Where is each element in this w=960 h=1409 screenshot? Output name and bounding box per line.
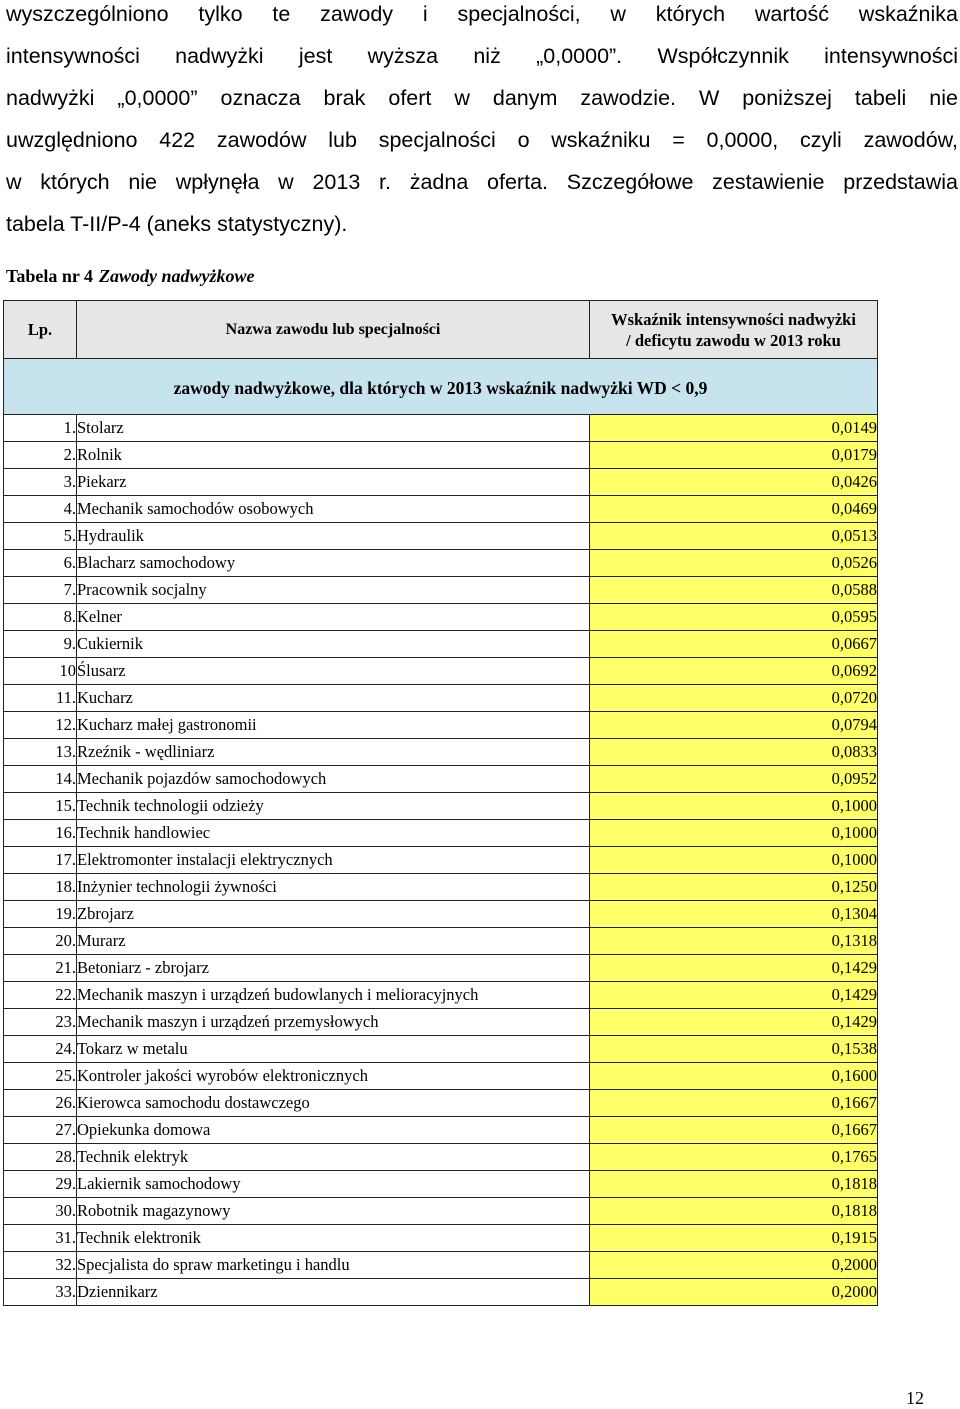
occupation-name: Rolnik [77,442,590,469]
index-value: 0,0595 [590,604,878,631]
table-row [4,496,878,523]
intro-line: w których nie wpłynęła w 2013 r. żadna oferta. Szczegółowe zestawienie przedstawia [6,170,958,194]
table-row [4,577,878,604]
row-number: 26. [4,1090,77,1117]
row-number: 30. [4,1198,77,1225]
occupation-name: Kierowca samochodu dostawczego [77,1090,590,1117]
table-row [4,1090,878,1117]
table-row [4,1009,878,1036]
row-number: 8. [4,604,77,631]
occupation-name: Technik handlowiec [77,820,590,847]
group-title: zawody nadwyżkowe, dla których w 2013 wskaźnik nadwyżki WD < 0,9 [4,359,878,415]
occupation-name: Pracownik socjalny [77,577,590,604]
occupation-name: Ślusarz [77,658,590,685]
row-number: 11. [4,685,77,712]
row-number: 6. [4,550,77,577]
occupation-name: Dziennikarz [77,1279,590,1306]
occupation-name: Kelner [77,604,590,631]
row-number: 15. [4,793,77,820]
table-row [4,874,878,901]
row-number: 32. [4,1252,77,1279]
group-row [4,359,878,415]
index-value: 0,1429 [590,1009,878,1036]
intro-paragraph [6,0,958,252]
occupation-name: Betoniarz - zbrojarz [77,955,590,982]
table-row [4,1063,878,1090]
row-number: 19. [4,901,77,928]
occupation-name: Stolarz [77,415,590,442]
table-row [4,415,878,442]
table-body [4,415,878,1306]
table-row [4,1117,878,1144]
index-value: 0,1818 [590,1198,878,1225]
index-value: 0,0588 [590,577,878,604]
index-value: 0,1818 [590,1171,878,1198]
surplus-occupations-table [3,300,878,1306]
table-row [4,793,878,820]
page-number: 12 [906,1388,924,1408]
table-row [4,1252,878,1279]
table-header-row [4,301,878,359]
table-caption-title: Zawody nadwyżkowe [99,266,255,286]
occupation-name: Kontroler jakości wyrobów elektronicznych [77,1063,590,1090]
table-row [4,469,878,496]
index-value: 0,1000 [590,793,878,820]
index-value: 0,0720 [590,685,878,712]
row-number: 3. [4,469,77,496]
index-value: 0,1250 [590,874,878,901]
table-row [4,820,878,847]
occupation-name: Kucharz [77,685,590,712]
occupation-name: Robotnik magazynowy [77,1198,590,1225]
row-number: 13. [4,739,77,766]
row-number: 2. [4,442,77,469]
row-number: 10 [4,658,77,685]
index-value: 0,1667 [590,1117,878,1144]
index-value: 0,1915 [590,1225,878,1252]
occupation-name: Mechanik maszyn i urządzeń przemysłowych [77,1009,590,1036]
table-row [4,1144,878,1171]
table-row [4,1225,878,1252]
occupation-name: Tokarz w metalu [77,1036,590,1063]
index-value: 0,2000 [590,1279,878,1306]
occupation-name: Hydraulik [77,523,590,550]
row-number: 24. [4,1036,77,1063]
row-number: 17. [4,847,77,874]
table-row [4,1171,878,1198]
occupation-name: Technik elektryk [77,1144,590,1171]
table-row [4,1036,878,1063]
occupation-name: Inżynier technologii żywności [77,874,590,901]
table-row [4,685,878,712]
intro-line: tabela T-II/P-4 (aneks statystyczny). [6,212,348,236]
index-value: 0,1304 [590,901,878,928]
header-index-line2: / deficytu zawodu w 2013 roku [626,330,841,350]
row-number: 1. [4,415,77,442]
row-number: 21. [4,955,77,982]
index-value: 0,0833 [590,739,878,766]
occupation-name: Lakiernik samochodowy [77,1171,590,1198]
index-value: 0,1000 [590,847,878,874]
header-index-line1: Wskaźnik intensywności nadwyżki [611,309,856,329]
row-number: 27. [4,1117,77,1144]
table-row [4,766,878,793]
occupation-name: Rzeźnik - wędliniarz [77,739,590,766]
index-value: 0,0179 [590,442,878,469]
occupation-name: Technik elektronik [77,1225,590,1252]
index-value: 0,0794 [590,712,878,739]
row-number: 29. [4,1171,77,1198]
index-value: 0,1318 [590,928,878,955]
header-lp: Lp. [4,301,77,359]
occupation-name: Cukiernik [77,631,590,658]
index-value: 0,0513 [590,523,878,550]
index-value: 0,1538 [590,1036,878,1063]
row-number: 7. [4,577,77,604]
index-value: 0,0692 [590,658,878,685]
index-value: 0,1765 [590,1144,878,1171]
index-value: 0,0426 [590,469,878,496]
index-value: 0,0526 [590,550,878,577]
row-number: 4. [4,496,77,523]
occupation-name: Specjalista do spraw marketingu i handlu [77,1252,590,1279]
intro-line: nadwyżki „0,0000” oznacza brak ofert w danym zawodzie. W poniższej tabeli nie [6,86,958,110]
index-value: 0,0149 [590,415,878,442]
occupation-name: Blacharz samochodowy [77,550,590,577]
table-row [4,712,878,739]
row-number: 16. [4,820,77,847]
row-number: 23. [4,1009,77,1036]
index-value: 0,0469 [590,496,878,523]
index-value: 0,0667 [590,631,878,658]
intro-line: uwzględniono 422 zawodów lub specjalności o wskaźniku = 0,0000, czyli zawodów, [6,128,958,152]
occupation-name: Mechanik samochodów osobowych [77,496,590,523]
occupation-name: Kucharz małej gastronomii [77,712,590,739]
row-number: 33. [4,1279,77,1306]
table-row [4,1279,878,1306]
row-number: 12. [4,712,77,739]
row-number: 28. [4,1144,77,1171]
index-value: 0,1600 [590,1063,878,1090]
index-value: 0,0952 [590,766,878,793]
row-number: 20. [4,928,77,955]
table-row [4,604,878,631]
index-value: 0,1000 [590,820,878,847]
occupation-name: Mechanik pojazdów samochodowych [77,766,590,793]
occupation-name: Murarz [77,928,590,955]
table-row [4,928,878,955]
index-value: 0,1429 [590,982,878,1009]
table-caption-label: Tabela nr 4 [6,266,94,286]
row-number: 31. [4,1225,77,1252]
occupation-name: Opiekunka domowa [77,1117,590,1144]
table-row [4,1198,878,1225]
index-value: 0,1429 [590,955,878,982]
row-number: 18. [4,874,77,901]
row-number: 14. [4,766,77,793]
row-number: 9. [4,631,77,658]
occupation-name: Elektromonter instalacji elektrycznych [77,847,590,874]
header-name: Nazwa zawodu lub specjalności [77,301,590,359]
occupation-name: Piekarz [77,469,590,496]
occupation-name: Zbrojarz [77,901,590,928]
row-number: 5. [4,523,77,550]
header-index [590,301,878,359]
intro-line: wyszczególniono tylko te zawody i specjalności, w których wartość wskaźnika [6,2,958,26]
index-value: 0,2000 [590,1252,878,1279]
table-row [4,523,878,550]
table-row [4,847,878,874]
table-row [4,739,878,766]
occupation-name: Technik technologii odzieży [77,793,590,820]
index-value: 0,1667 [590,1090,878,1117]
row-number: 25. [4,1063,77,1090]
intro-line: intensywności nadwyżki jest wyższa niż „0,0000”. Współczynnik intensywności [6,44,958,68]
table-row [4,658,878,685]
table-row [4,631,878,658]
table-row [4,442,878,469]
table-row [4,550,878,577]
occupation-name: Mechanik maszyn i urządzeń budowlanych i melioracyjnych [77,982,590,1009]
table-caption [6,266,255,287]
table-row [4,901,878,928]
row-number: 22. [4,982,77,1009]
table-row [4,982,878,1009]
table-row [4,955,878,982]
